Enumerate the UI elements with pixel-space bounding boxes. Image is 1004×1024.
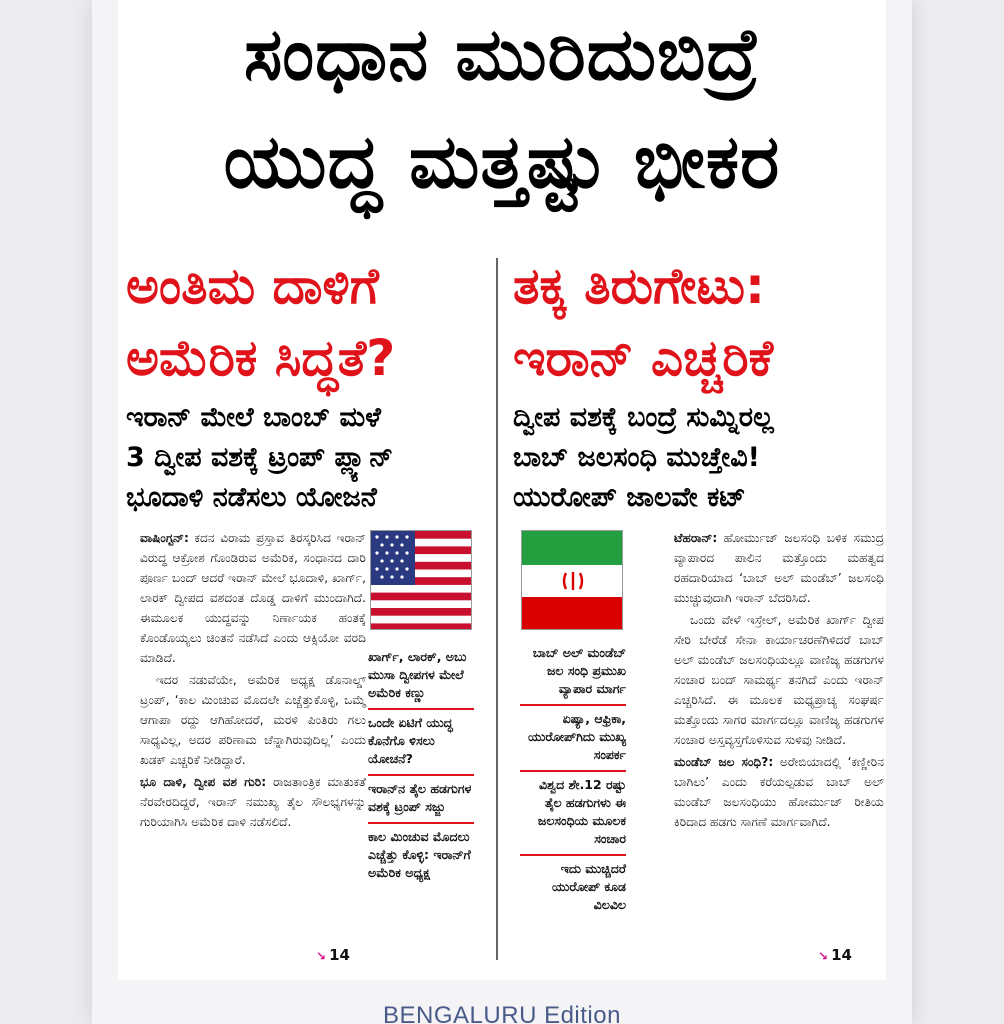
left-sidebar-item: ಕಾಲ ಮಿಂಚುವ ಮೊದಲು ಎಚ್ಚೆತ್ತು ಕೊಳ್ಳಿ: ಇರಾನ್‌ಗೆ ಅಮೆರಿಕ ಅಧ್ಯಕ್ಷ [368, 829, 471, 880]
right-p3-text: ಅರೇಬಿಯಾದಲ್ಲಿ ‘ಕಣ್ಣೀರಿನ ಬಾಗಿಲು’ ಎಂದು ಕರೆಯಲ್ಪಡುವ ಬಾಬ್ ಅಲ್ ಮಂಡೆಬ್ ಜಲಸಂಧಿಯು ಹೋರ್ಮುಜ್ ರೀತಿಯ ಕಿರಿದಾದ ಹಡಗು ಸಾಗಣೆ ಮಾರ್ಗವಾಗಿದೆ. [674, 755, 884, 829]
left-subhead: ಭೂ ದಾಳಿ, ದ್ವೀಪ ವಶ ಗುರಿ: [140, 775, 267, 789]
left-deck-3: ಭೂದಾಳಿ ನಡೆಸಲು ಯೋಜನೆ [126, 482, 377, 513]
left-sidebar-bullets [368, 644, 474, 888]
right-story-body [674, 528, 884, 834]
left-story-body [140, 528, 366, 834]
headline-line-1: ಸಂಧಾನ ಮುರಿದುಬಿದ್ರೆ [244, 12, 760, 96]
left-sidebar-item: ಒಂದೇ ಏಟಿಗೆ ಯುದ್ಧ ಕೊನೆಗೊ ಳಿಸಲು ಯೋಚನೆ? [368, 710, 474, 776]
right-paragraph-1 [674, 528, 884, 608]
left-sidebar-item: ಇರಾನ್‌ನ ತೈಲ ಹಡಗುಗಳ ವಶಕ್ಕೆ ಟ್ರಂಪ್ ಸಜ್ಜು [368, 776, 474, 824]
left-jump-page: 14 [329, 946, 350, 964]
left-red-headline-2: ಅಮೆರಿಕ ಸಿದ್ಧತೆ? [126, 329, 396, 387]
us-flag-icon [370, 530, 472, 630]
left-paragraph-1 [140, 528, 366, 668]
right-red-headline-1: ತಕ್ಕ ತಿರುಗೇಟು: [513, 257, 766, 315]
left-red-headline-1: ಅಂತಿಮ ದಾಳಿಗೆ [126, 257, 379, 315]
headline-line-2: ಯುದ್ಧ ಮತ್ತಷ್ಟು ಭೀಕರ [223, 119, 781, 205]
right-sidebar-item: ವಿಶ್ವದ ಶೇ.12 ರಷ್ಟು ತೈಲ ಹಡಗುಗಳು ಈ ಜಲಸಂಧಿಯ ಮೂಲಕ ಸಂಚಾರ [520, 772, 626, 856]
edition-label: BENGALURU Edition [383, 1002, 621, 1024]
left-paragraph-2: ಇದರ ನಡುವೆಯೇ, ಅಮೆರಿಕ ಅಧ್ಯಕ್ಷ ಡೊನಾಲ್ಡ್ ಟ್ರಂಪ್, ‘ಕಾಲ ಮಿಂಚುವ ಮೊದಲೇ ಎಚ್ಚೆತ್ತುಕೊಳ್ಳಿ, ಒಮ್ಮೆ ಆಗಾಪಾ ರದ್ದು ಆಗಿಹೋದರೆ, ಮರಳಿ ಪಿಂತಿರು ಗಲು ಸಾಧ್ಯವಿಲ್ಲ, ಅದರ ಪರಿಣಾಮ ಚೆನ್ನಾಗಿರುವುದಿಲ್ಲ’ ಎಂದು ಖಡಕ್ ಎಚ್ಚರಿಕೆ ನೀಡಿದ್ದಾರೆ. [140, 673, 366, 767]
right-red-headline-2: ಇರಾನ್ ಎಚ್ಚರಿಕೆ [513, 329, 774, 387]
right-deck-1: ದ್ವೀಪ ವಶಕ್ಕೆ ಬಂದ್ರೆ ಸುಮ್ನಿರಲ್ಲ [513, 402, 774, 433]
right-subhead: ಮಂಡೆಬ್ ಜಲ ಸಂಧಿ?: [674, 755, 774, 769]
left-p3-text: ರಾಜತಾಂತ್ರಿಕ ಮಾತುಕತೆ ನೆರವೇರದಿದ್ದರೆ, ಇರಾನ್ ನಮುಖ್ಯ ತೈಲ ಸೌಲಭ್ಯಗಳನ್ನು ಗುರಿಯಾಗಿಸಿ ಅಮೆರಿಕ ದಾಳಿ ನಡೆಸಲಿದೆ. [140, 775, 366, 829]
right-deck-2: ಬಾಬ್ ಜಲಸಂಧಿ ಮುಚ್ತೇವಿ! [513, 442, 760, 473]
right-paragraph-3 [674, 752, 884, 832]
left-sidebar-item: ಖಾರ್ಗ್, ಲಾರಕ್, ಅಬು ಮುಸಾ ದ್ವೀಪಗಳ ಮೇಲೆ ಅಮೆರಿಕ ಕಣ್ಣು [368, 644, 474, 710]
jump-arrow-icon: ↘ [316, 949, 327, 963]
left-p1-text: ಕದನ ವಿರಾಮ ಪ್ರಸ್ತಾವ ತಿರಸ್ಕರಿಸಿದ ಇರಾನ್ ವಿರುದ್ಧ ಆಕ್ರೋಶ ಗೊಂಡಿರುವ ಅಮೆರಿಕ, ಸಂಧಾನದ ದಾರಿ ಪೂರ್ಣ ಬಂದ್ ಆದರೆ ಇರಾನ್ ಮೇಲೆ ಭೂದಾಳಿ, ಖಾರ್ಗ್, ಲಾರಕ್ ದ್ವೀಪದ ವಶದಂತ ದೊಡ್ಡ ದಾಳಿಗೆ ಮುಂದಾಗಿದೆ. ಈಮೂಲಕ ಯುದ್ಧವನ್ನು ನಿರ್ಣಾಯಕ ಹಂತಕ್ಕೆ ಕೊಂಡೊಯ್ಯಲು ಚಿಂತನೆ ನಡೆಸಿದೆ ಎಂದು ಆಕ್ಸಿಯೋ ವರದಿ ಮಾಡಿದೆ. [140, 531, 367, 665]
left-deck-2: 3 ದ್ವೀಪ ವಶಕ್ಕೆ ಟ್ರಂಪ್ ಪ್ಲ್ಯಾನ್ [126, 442, 394, 473]
right-sidebar-bullets [520, 640, 626, 920]
right-deck-3: ಯುರೋಪ್ ಜಾಲವೇ ಕಟ್ [513, 482, 746, 513]
right-sidebar-item: ಇದು ಮುಚ್ಚಿದರೆ ಯುರೋಪ್ ಕೂಡ ವಿಲವಿಲ [551, 861, 626, 912]
left-paragraph-3 [140, 772, 366, 832]
right-p1-text: ಹೋರ್ಮುಜ್ ಜಲಸಂಧಿ ಬಳಿಕ ಸಮುದ್ರ ವ್ಯಾಪಾರದ ಪಾಲಿನ ಮತ್ತೊಂದು ಮಹತ್ವದ ರಹದಾರಿಯಾದ ‘ಬಾಬ್ ಅಲ್ ಮಂಡೆಬ್’ ಜಲಸಂಧಿ ಮುಚ್ಚುವುದಾಗಿ ಇರಾನ್ ಬೆದರಿಸಿದೆ. [674, 531, 884, 605]
right-jump[interactable] [818, 946, 852, 964]
left-jump[interactable] [316, 946, 350, 964]
left-story-header [126, 250, 491, 518]
right-jump-page: 14 [831, 946, 852, 964]
jump-arrow-icon: ↘ [818, 949, 829, 963]
left-dateline: ವಾಷಿಂಗ್ಟನ್: [140, 531, 189, 545]
right-dateline: ಟೆಹರಾನ್: [674, 531, 718, 545]
iran-flag-icon [521, 530, 623, 630]
right-story-header [513, 250, 878, 518]
left-deck-1: ಇರಾನ್ ಮೇಲೆ ಬಾಂಬ್ ಮಳೆ [126, 402, 381, 433]
main-headline [118, 0, 886, 250]
column-divider [496, 258, 498, 960]
right-sidebar-item: ಏಷ್ಯಾ, ಆಫ್ರಿಕಾ, ಯುರೋಪ್‌ಗಿದು ಮುಖ್ಯ ಸಂಪರ್ಕ [520, 706, 626, 772]
right-sidebar-item: ಬಾಬ್ ಅಲ್ ಮಂಡೆಬ್ ಜಲ ಸಂಧಿ ಪ್ರಮುಖ ವ್ಯಾಪಾರ ಮಾರ್ಗ [520, 640, 626, 706]
right-paragraph-2: ಒಂದು ವೇಳೆ ಇಸ್ರೇಲ್, ಅಮೆರಿಕ ಖಾರ್ಗ್ ದ್ವೀಪ ಸೇರಿ ಬೇರೆಡೆ ಸೇನಾ ಕಾರ್ಯಾಚರಣೆಗಿಳಿದರೆ ಬಾಬ್ ಅಲ್ ಮಂಡೆಬ್ ಜಲಸಂಧಿಯಲ್ಲೂ ವಾಣಿಜ್ಯ ಹಡಗುಗಳ ಸಂಚಾರ ಬಂದ್ ಸಾಮರ್ಥ್ಯ ತನಗಿದೆ ಎಂದು ಇರಾನ್ ಎಚ್ಚರಿಸಿದೆ. ಈ ಮೂಲಕ ಮಧ್ಯಪ್ರಾಚ್ಯ ಸಂಘರ್ಷ ಮತ್ತೊಂದು ಸಾಗರ ಮಾರ್ಗದಲ್ಲೂ ವಾಣಿಜ್ಯ ಹಡಗುಗಳ ಸಂಚಾರ ಅಸ್ತವ್ಯಸ್ತಗೊಳಿಸುವ ಸುಳಿವು ನೀಡಿದೆ. [674, 613, 884, 747]
